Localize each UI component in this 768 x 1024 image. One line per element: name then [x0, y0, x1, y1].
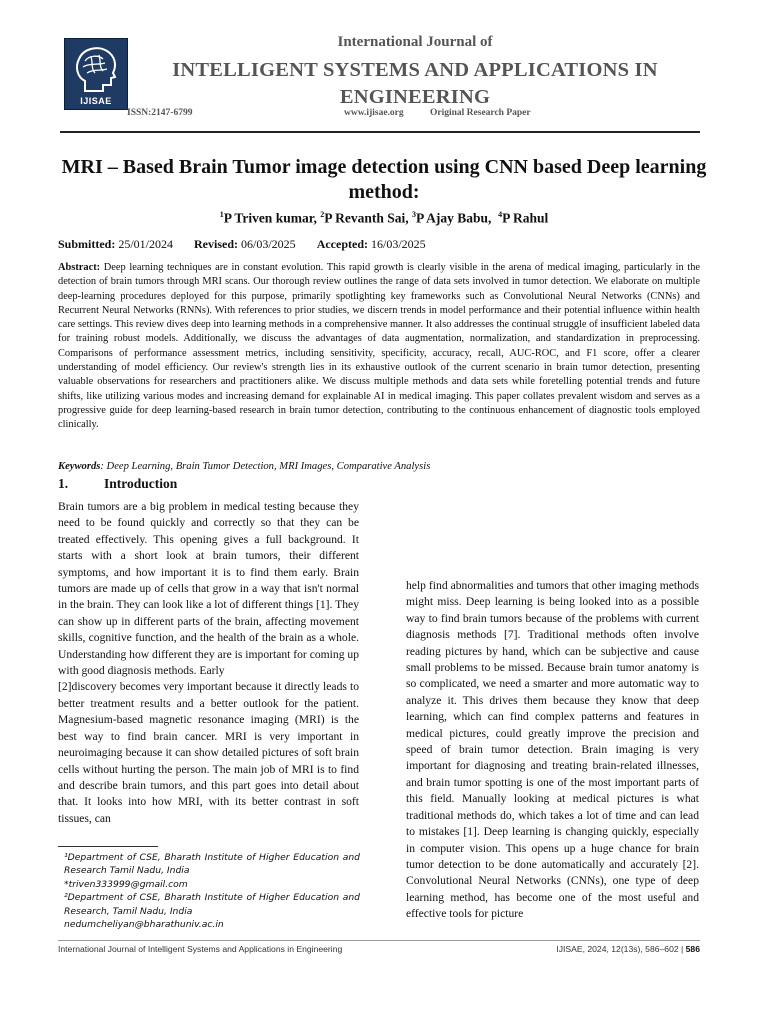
footer-citation: [556, 944, 700, 954]
author-sup: 2: [320, 210, 325, 219]
abstract: [58, 261, 700, 433]
author-name: P Ajay Babu,: [415, 210, 492, 226]
abstract-text: Deep learning techniques are in constant evolution. This rapid growth is clearly visible in the arena of medical imaging, particularly in the detection of brain tumors through MRI scans. Our thorough review outlines the range of data sets involved in tumor detection. We elaborate on multiple deep-learning procedures deployed for this purpose, primarily spotlighting key frameworks such as Convolutional Neural Networks (CNNs) and Recurrent Neural Networks (RNNs). With references to prior studies, we discern trends in model performance and their potential influence within health care settings. This review dives deep into learning methods in a comprehensive manner. It also addresses the continual struggle of insufficient labeled data for training robust models. Additionally, we discuss the advantages of data augmentation, normalization, and standardization in preprocessing. Comparisons of performance assessment metrics, including sensitivity, specificity, accuracy, recall, AUC-ROC, and F1 score, offer a clearer understanding of model efficiency. Our review's strength lies in its exhaustive outlook of the current scenario in brain tumor detection, presenting valuable observations for researchers and practitioners alike. We discuss multiple methods and data sets while foretelling potential trends and future shifts, like utilizing various modes and increasing demand for explainable AI in medical imaging. This paper collates prevalent wisdom and serves as a progressive guide for deep learning-based research in brain tumor detection, contributing to the continuous enhancement of diagnostic tools employed clinically.: [58, 262, 700, 431]
page-number: 586: [685, 944, 700, 954]
author-sup: 3: [411, 210, 416, 219]
submitted-date: 25/01/2024: [118, 237, 174, 251]
citation-text: IJISAE, 2024, 12(13s), 586–602 |: [556, 944, 684, 954]
accepted-date: 16/03/2025: [371, 237, 426, 251]
footer-divider: [58, 940, 700, 941]
paper-title: MRI – Based Brain Tumor image detection using CNN based Deep learning method:: [61, 156, 707, 203]
author-name: P Rahul: [502, 210, 549, 226]
accepted-label: Accepted:: [316, 237, 368, 251]
paper-type: Original Research Paper: [430, 108, 531, 118]
submitted-label: Submitted:: [58, 237, 116, 251]
brain-head-icon: [71, 43, 121, 95]
author-name: P Triven kumar,: [223, 210, 317, 226]
header-divider: [60, 131, 700, 133]
author-sup: 1: [219, 210, 224, 219]
abstract-label: Abstract:: [58, 262, 101, 273]
revised-label: Revised:: [194, 237, 239, 251]
affiliation-2: ²Department of CSE, Bharath Institute of Higher Education and Research, Tamil Nadu, India: [64, 892, 360, 917]
keywords-label: Keywords: [58, 461, 101, 472]
email-1: *triven333999@gmail.com: [64, 878, 188, 890]
body-paragraph: [2]discovery becomes very important because it directly leads to better treatment results and a better outlook for the patient. Magnesium-based magnetic resonance imaging (MRI) is the best way to find brain cancer. MRI is very important in neuroimaging because it can show detailed pictures of soft brain cells without hurting the person. The main job of MRI is to find and describe brain tumors, and this part goes into detail about that. It looks into how MRI, with its better contrast in soft tissues, can: [58, 680, 359, 825]
issn: ISSN:2147-6799: [127, 108, 193, 118]
keywords-text: : Deep Learning, Brain Tumor Detection, MRI Images, Comparative Analysis: [100, 461, 431, 472]
journal-name: INTELLIGENT SYSTEMS AND APPLICATIONS IN ENGINEERING: [172, 59, 658, 108]
section-number: 1.: [58, 476, 69, 491]
footnote-divider: [58, 846, 158, 847]
body-left-column: [58, 499, 359, 827]
author-list: [60, 210, 708, 227]
website-link[interactable]: www.ijisae.org: [344, 108, 404, 118]
section-title: Introduction: [104, 476, 178, 491]
logo-label: IJISAE: [80, 96, 112, 106]
author-name: P Revanth Sai,: [324, 210, 409, 226]
journal-logo: [64, 38, 128, 110]
journal-prefix: International Journal of: [337, 34, 493, 50]
revised-date: 06/03/2025: [241, 237, 296, 251]
footnotes: [64, 851, 360, 931]
email-2: nedumcheliyan@bharathuniv.ac.in: [64, 919, 224, 931]
body-paragraph: Brain tumors are a big problem in medical testing because they need to be found quickly and correctly so that they can be treated effectively. This opening gives a full background. It starts with a short look at brain tumors, their different symptoms, and how important it is to find them early. Brain tumors are made up of cells that grow in a way that isn't normal in the brain. They can look like a lot of different things [1]. They can show up in different parts of the brain, affecting movement skills, cognitive function, and the health of the brain as a whole. Understanding how different they are is important for coming up with good diagnosis methods. Early: [58, 500, 359, 678]
author-sup: 4: [498, 210, 503, 219]
body-paragraph: help find abnormalities and tumors that other imaging methods might miss. Deep learning is being looked into as a possible way to find brain tumors because of the problems with current diagnosis methods [7]. Traditional methods often involve reading pictures by hand, which can be subjective and cause small problems to be missed. Because brain tumor anatomy is so complicated, we need a smarter and more automatic way to analyze it. This drives them because they know that deep learning, which can find complex patterns and features in medical pictures, could greatly improve the precision and speed of brain tumor detection. Brain imaging is very important for diagnosing and treating brain-related illnesses, and brain tumor spotting is one of the most important parts of this field. Manually looking at medical pictures is what traditional methods do, which takes a lot of time and can lead to mistakes [1]. Deep learning is changing quickly, especially in computer vision. This opens up a huge chance for brain tumor detection to be done automatically and accurately [2]. Convolutional Neural Networks (CNNs), one type of deep learning method, has become one of the most useful and effective tools for picture: [406, 579, 699, 921]
keywords: [58, 461, 430, 472]
section-heading: [58, 476, 177, 492]
affiliation-1: ¹Department of CSE, Bharath Institute of Higher Education and Research Tamil Nadu, India: [64, 852, 360, 877]
footer-journal: International Journal of Intelligent Systems and Applications in Engineering: [58, 944, 343, 954]
publication-dates: [58, 237, 426, 252]
body-right-column: [406, 578, 699, 923]
